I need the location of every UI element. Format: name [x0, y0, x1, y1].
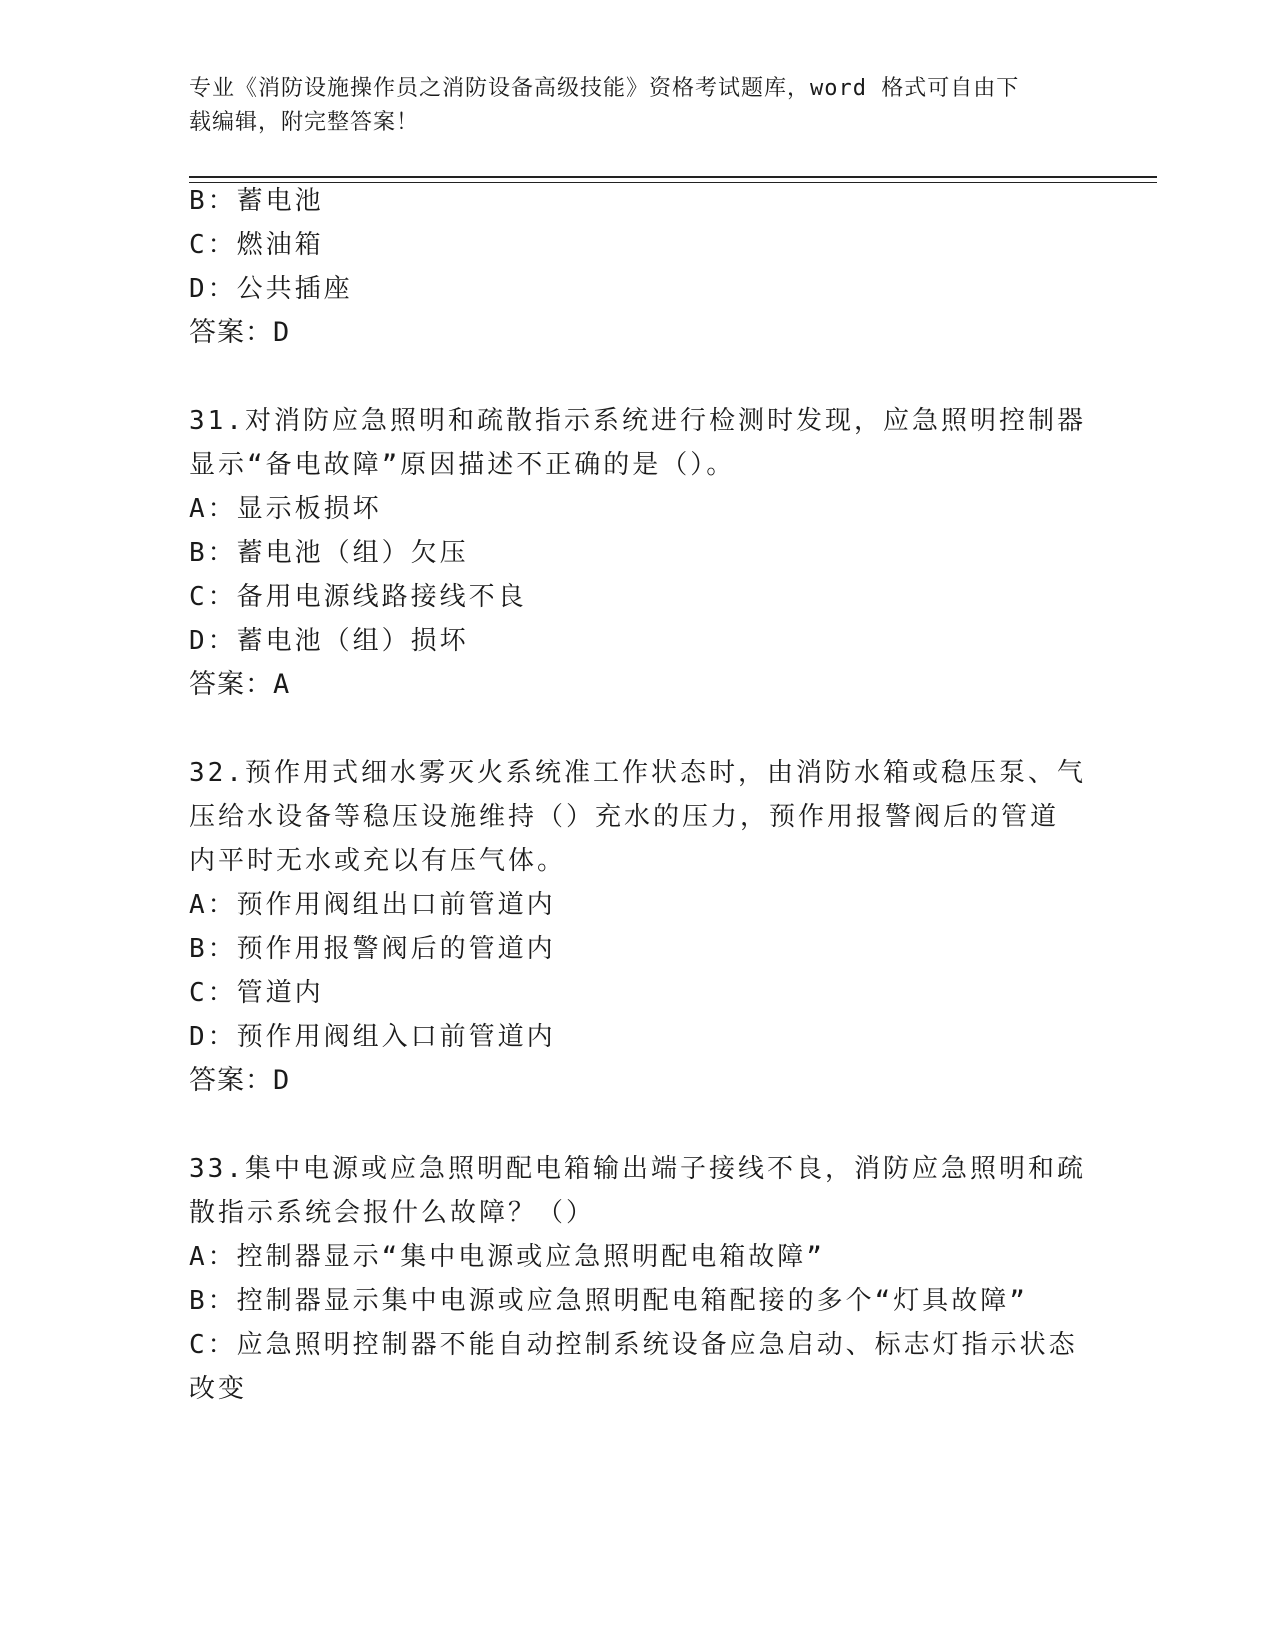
- q30-answer: 答案：D: [189, 317, 291, 348]
- q32-stem-line-1: 32.预作用式细水雾灭火系统准工作状态时，由消防水箱或稳压泵、气: [189, 758, 1086, 788]
- q33-option-a: A：控制器显示“集中电源或应急照明配电箱故障”: [189, 1242, 825, 1272]
- q33-stem-line-2: 散指示系统会报什么故障？（）: [189, 1198, 596, 1228]
- q30-option-d: D：公共插座: [189, 274, 353, 304]
- q33-option-c-line-2: 改变: [189, 1374, 248, 1404]
- q32-option-c: C：管道内: [189, 978, 324, 1008]
- q31-stem-line-2: 显示“备电故障”原因描述不正确的是（）。: [189, 450, 736, 480]
- header-line-2: 载编辑，附完整答案！: [189, 110, 420, 135]
- q31-option-d: D：蓄电池（组）损坏: [189, 626, 469, 656]
- q32-answer: 答案：D: [189, 1065, 291, 1096]
- q31-option-b: B：蓄电池（组）欠压: [189, 538, 469, 568]
- q32-option-b: B：预作用报警阀后的管道内: [189, 934, 556, 964]
- header-divider-thick: [189, 176, 1157, 178]
- q32-option-d: D：预作用阀组入口前管道内: [189, 1022, 556, 1052]
- page-header: [189, 72, 1089, 140]
- q32-option-a: A：预作用阀组出口前管道内: [189, 890, 556, 920]
- q30-option-b: B：蓄电池: [189, 186, 324, 216]
- header-divider-thin: [189, 182, 1157, 183]
- q32-stem-line-3: 内平时无水或充以有压气体。: [189, 846, 567, 876]
- q31-option-c: C：备用电源线路接线不良: [189, 582, 527, 612]
- q32-stem-line-2: 压给水设备等稳压设施维持（）充水的压力，预作用报警阀后的管道: [189, 802, 1060, 832]
- q33-stem-line-1: 33.集中电源或应急照明配电箱输出端子接线不良，消防应急照明和疏: [189, 1154, 1086, 1184]
- q33-option-c-line-1: C：应急照明控制器不能自动控制系统设备应急启动、标志灯指示状态: [189, 1330, 1078, 1360]
- q30-option-c: C：燃油箱: [189, 230, 324, 260]
- q33-option-b: B：控制器显示集中电源或应急照明配电箱配接的多个“灯具故障”: [189, 1286, 1028, 1316]
- q31-stem-line-1: 31.对消防应急照明和疏散指示系统进行检测时发现，应急照明控制器: [189, 406, 1086, 436]
- header-line-1: 专业《消防设施操作员之消防设备高级技能》资格考试题库，word 格式可自由下: [189, 76, 1020, 101]
- q31-option-a: A：显示板损坏: [189, 494, 382, 524]
- q31-answer: 答案：A: [189, 669, 291, 700]
